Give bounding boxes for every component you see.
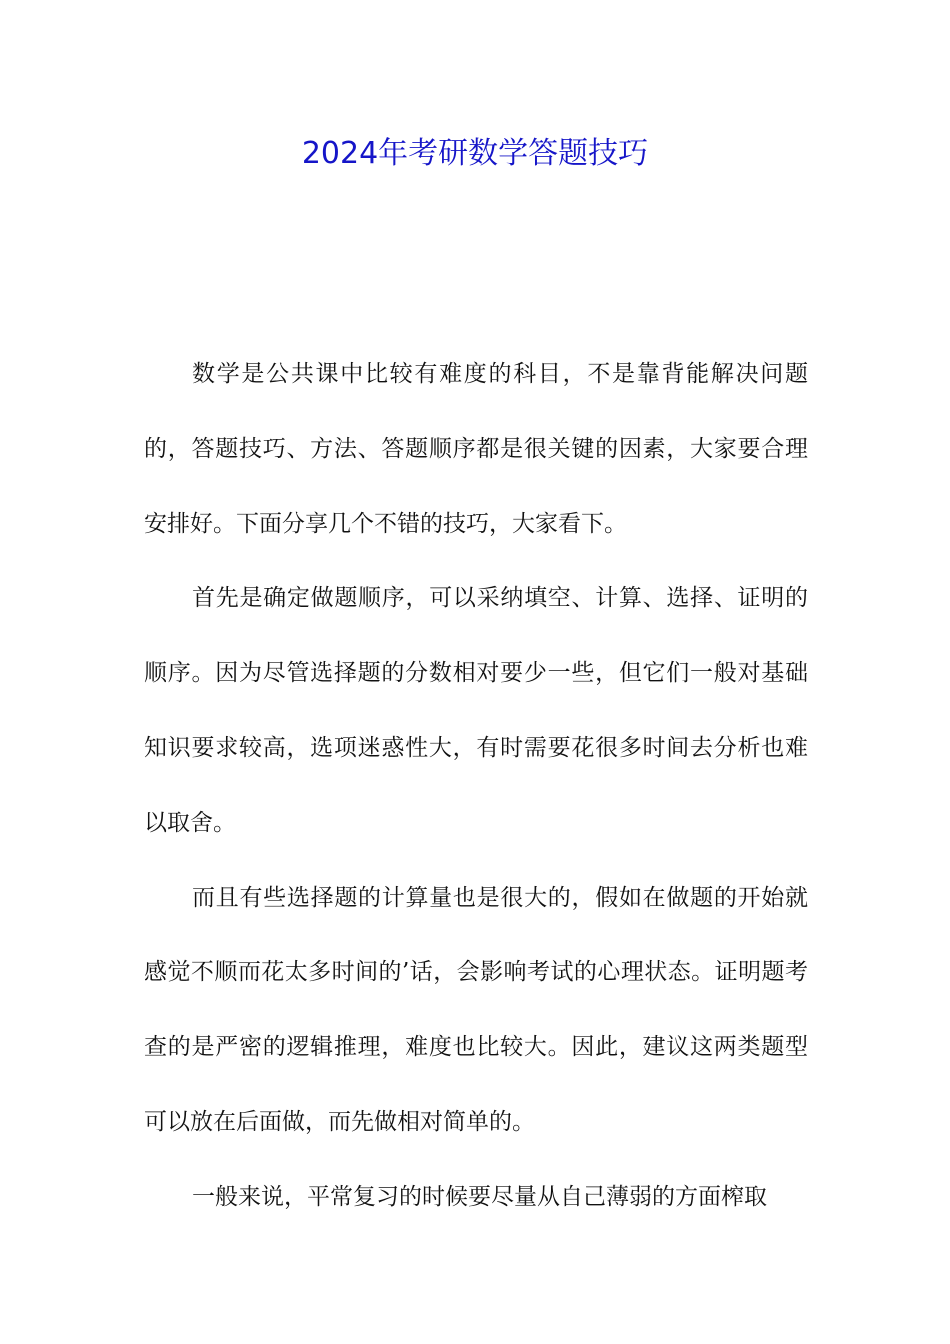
paragraph-4: 一般来说，平常复习的时候要尽量从自己薄弱的方面榨取 [192,1183,767,1210]
paragraph-2: 首先是确定做题顺序，可以采纳填空、计算、选择、证明的顺序。因为尽管选择题的分数相对要少一些，但它们一般对基础知识要求较高，选项迷惑性大，有时需要花很多时间去分析也难以取舍。 [144,585,808,836]
document-body [144,337,808,1235]
document-title: 2024年考研数学答题技巧 [301,136,649,171]
paragraph-1: 数学是公共课中比较有难度的科目，不是靠背能解决问题的，答题技巧、方法、答题顺序都是很关键的因素，大家要合理安排好。下面分享几个不错的技巧，大家看下。 [144,361,808,537]
paragraph-3: 而且有些选择题的计算量也是很大的，假如在做题的开始就感觉不顺而花太多时间的’话，会影响考试的心理状态。证明题考查的是严密的逻辑推理，难度也比较大。因此，建议这两类题型可以放在后面做，而先做相对简单的。 [144,884,808,1135]
